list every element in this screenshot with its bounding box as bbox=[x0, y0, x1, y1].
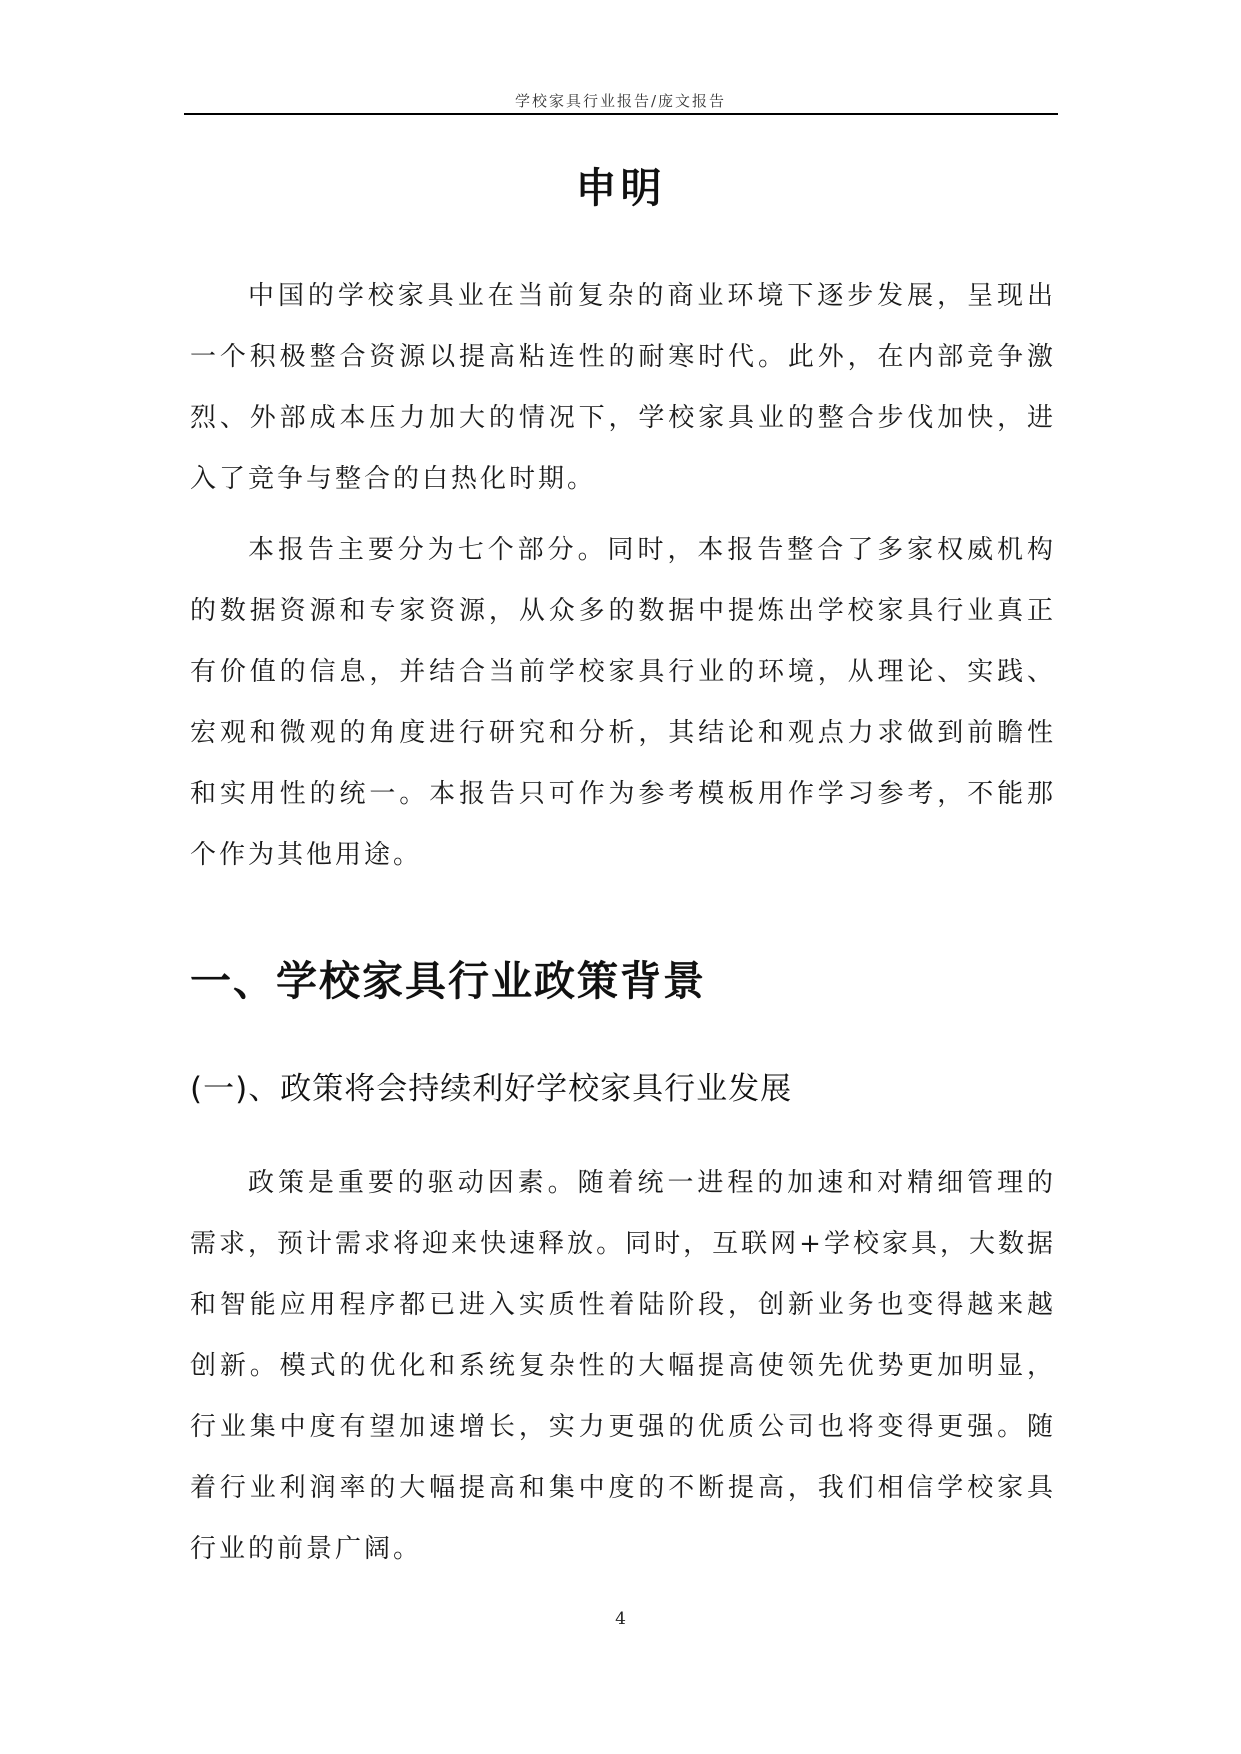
running-header: 学校家具行业报告/庞文报告 bbox=[514, 92, 727, 110]
page-title: 申明 bbox=[575, 164, 666, 212]
header-divider bbox=[184, 113, 1058, 115]
statement-paragraph-1: 中国的学校家具业在当前复杂的商业环境下逐步发展，呈现出一个积极整合资源以提高粘连性的耐寒时代。此外，在内部竞争激烈、外部成本压力加大的情况下，学校家具业的整合步伐加快，进入了竞争与整合的白热化时期。 bbox=[190, 281, 1056, 494]
section-paragraph: 政策是重要的驱动因素。随着统一进程的加速和对精细管理的需求，预计需求将迎来快速释放。同时，互联网+学校家具，大数据和智能应用程序都已进入实质性着陆阶段，创新业务也变得越来越创新。模式的优化和系统复杂性的大幅提高使领先优势更加明显，行业集中度有望加速增长，实力更强的优质公司也将变得更强。随着行业利润率的大幅提高和集中度的不断提高，我们相信学校家具行业的前景广阔。 bbox=[190, 1168, 1056, 1564]
subsection-heading: (一)、政策将会持续利好学校家具行业发展 bbox=[190, 1071, 793, 1107]
statement-paragraph-2: 本报告主要分为七个部分。同时，本报告整合了多家权威机构的数据资源和专家资源，从众多的数据中提炼出学校家具行业真正有价值的信息，并结合当前学校家具行业的环境，从理论、实践、宏观和微观的角度进行研究和分析，其结论和观点力求做到前瞻性和实用性的统一。本报告只可作为参考模板用作学习参考，不能那个作为其他用途。 bbox=[190, 535, 1056, 870]
page-number: 4 bbox=[615, 1609, 626, 1629]
section-heading: 一、学校家具行业政策背景 bbox=[190, 957, 706, 1005]
